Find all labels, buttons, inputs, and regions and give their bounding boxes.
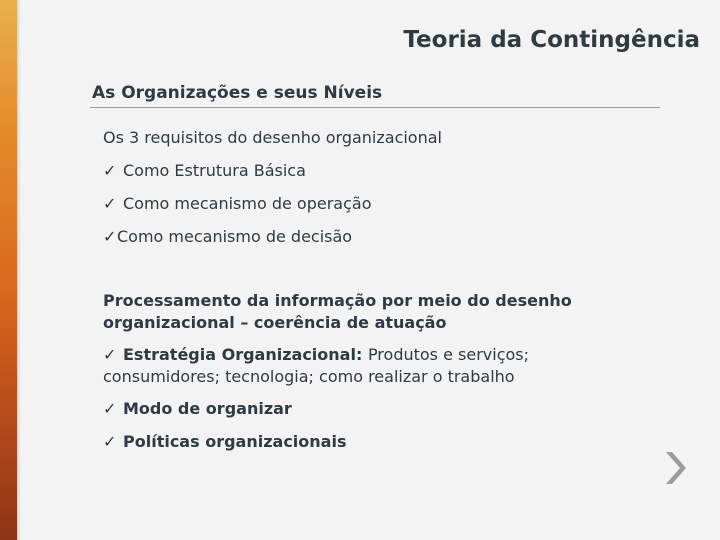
list-item <box>103 160 663 182</box>
strategy-text-line1: Produtos e serviços; <box>367 345 530 364</box>
chevron-right-icon <box>660 448 690 488</box>
list-item <box>103 398 663 420</box>
info-processing-heading-line2: organizacional – coerência de atuação <box>103 313 447 332</box>
accent-stripe <box>0 0 17 540</box>
check-icon: ✓ <box>103 194 117 213</box>
slide-title: Teoria da Contingência <box>403 27 700 53</box>
list-item-label: Modo de organizar <box>123 399 292 418</box>
strategy-text-line2: consumidores; tecnologia; como realizar o trabalho <box>103 367 515 386</box>
requirements-heading: Os 3 requisitos do desenho organizacional <box>103 128 442 147</box>
check-icon: ✓ <box>103 227 117 246</box>
check-icon: ✓ <box>103 432 117 451</box>
subtitle-divider <box>90 107 660 108</box>
info-processing-heading-line1: Processamento da informação por meio do desenho <box>103 291 572 310</box>
list-item-label: Como mecanismo de decisão <box>117 227 353 246</box>
check-icon: ✓ <box>103 161 117 180</box>
list-item <box>103 226 663 248</box>
slide-content <box>103 127 663 453</box>
list-item <box>103 193 663 215</box>
list-item-label: Políticas organizacionais <box>123 432 347 451</box>
check-icon: ✓ <box>103 345 117 364</box>
check-icon: ✓ <box>103 399 117 418</box>
list-item <box>103 431 663 453</box>
slide-subtitle: As Organizações e seus Níveis <box>92 83 383 103</box>
list-item-label: Como Estrutura Básica <box>123 161 306 180</box>
strategy-label: Estratégia Organizacional: <box>123 345 363 364</box>
next-slide-button[interactable] <box>660 448 690 488</box>
list-item <box>103 344 663 366</box>
list-item-label: Como mecanismo de operação <box>123 194 372 213</box>
